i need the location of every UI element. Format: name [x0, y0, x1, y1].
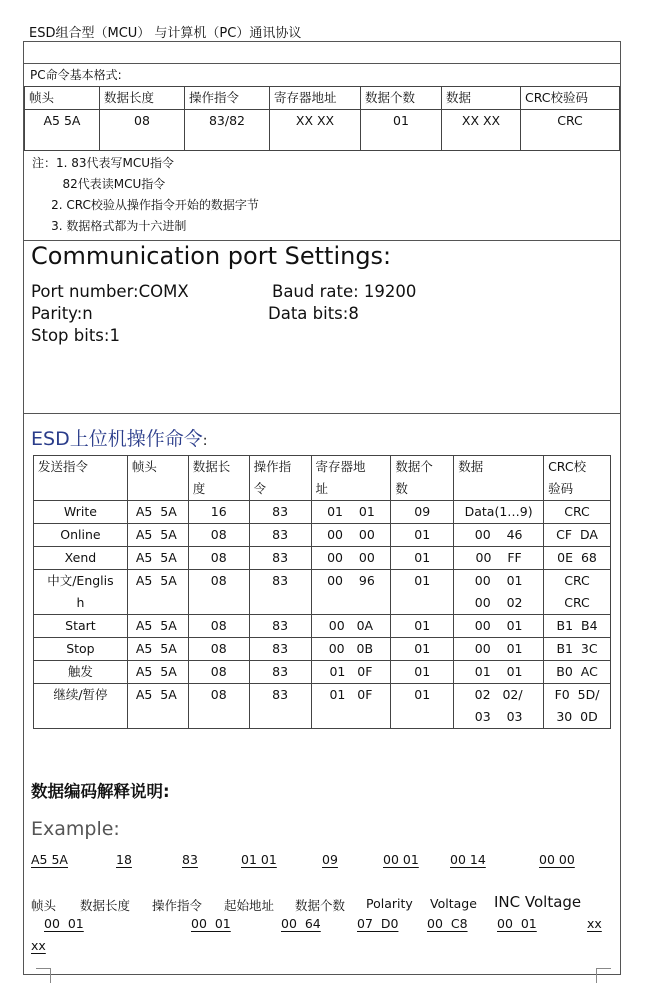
notes-block	[32, 153, 259, 237]
value-byte: 00 01	[497, 916, 537, 931]
table-cell: 83	[249, 638, 311, 661]
cell-line: 发送指令	[38, 459, 89, 474]
table-cell: 83	[249, 684, 311, 729]
corner-mark	[36, 968, 51, 983]
table-cell	[544, 661, 611, 684]
table-cell: 09	[391, 501, 454, 524]
table-cell: 08	[188, 661, 249, 684]
table-header-row	[34, 456, 611, 501]
table-cell	[34, 524, 128, 547]
table-cell: 83	[249, 547, 311, 570]
field-label: 数据个数	[295, 898, 346, 913]
table-header-cell: 操作指令	[185, 87, 270, 110]
table-cell: 01 0F	[311, 661, 391, 684]
table-cell	[544, 684, 611, 729]
table-cell	[544, 570, 611, 615]
table-cell: 08	[188, 547, 249, 570]
table-header-cell	[127, 456, 188, 501]
pc-format-table	[24, 86, 620, 151]
table-cell	[34, 501, 128, 524]
table-cell: 83	[249, 661, 311, 684]
port-number: Port number:COMX	[31, 282, 189, 301]
table-header-cell	[544, 456, 611, 501]
table-cell	[544, 615, 611, 638]
table-row	[25, 110, 620, 151]
table-cell	[454, 615, 544, 638]
table-header-cell: CRC校验码	[521, 87, 620, 110]
pc-format-heading: PC命令基本格式:	[30, 68, 122, 82]
cell-line: 00 01	[474, 573, 523, 588]
table-cell	[34, 661, 128, 684]
cell-line: 数据	[458, 459, 484, 474]
table-cell: 01	[391, 524, 454, 547]
table-header-cell	[454, 456, 544, 501]
table-header-cell: 数据	[442, 87, 521, 110]
cell-line: B0 AC	[556, 664, 598, 679]
value-byte: 00 01	[191, 916, 231, 931]
cell-line: F0 5D/	[554, 687, 600, 702]
table-cell: 08	[188, 638, 249, 661]
table-cell	[454, 524, 544, 547]
field-label: Polarity	[366, 896, 413, 911]
table-cell	[454, 501, 544, 524]
cell-line: CRC	[564, 573, 590, 588]
note-line: 3. 数据格式都为十六进制	[32, 219, 187, 233]
field-label: 起始地址	[224, 898, 275, 913]
table-cell: 00 96	[311, 570, 391, 615]
cell-line: Data(1…9)	[464, 504, 533, 519]
table-cell: 01	[391, 684, 454, 729]
table-cell: A5 5A	[127, 547, 188, 570]
table-cell: 01 0F	[311, 684, 391, 729]
table-cell	[544, 638, 611, 661]
table-row	[34, 684, 611, 729]
table-cell: 08	[188, 684, 249, 729]
table-header-cell: 寄存器地址	[270, 87, 361, 110]
cell-line: 度	[192, 481, 206, 496]
cell-line: CRC	[564, 595, 590, 610]
table-cell: 01	[361, 110, 442, 151]
parity: Parity:n	[31, 304, 93, 323]
example-byte: 00 00	[539, 852, 575, 867]
table-row	[34, 570, 611, 615]
cell-line: 数据长	[192, 459, 231, 474]
value-byte: 00 64	[281, 916, 321, 931]
table-cell	[34, 615, 128, 638]
corner-mark	[596, 968, 611, 983]
cell-line: 30 0D	[556, 709, 598, 724]
table-cell	[544, 524, 611, 547]
cell-line: 触发	[67, 664, 93, 679]
table-row	[34, 661, 611, 684]
table-cell	[454, 661, 544, 684]
table-header-cell: 数据个数	[361, 87, 442, 110]
example-label: Example:	[31, 818, 120, 840]
cell-line: 继续/暂停	[53, 687, 108, 702]
field-label: 帧头	[31, 898, 57, 913]
table-row	[34, 524, 611, 547]
cell-line: CF DA	[556, 527, 598, 542]
table-row	[34, 501, 611, 524]
cell-line: 00 01	[474, 641, 523, 656]
table-cell: 01	[391, 615, 454, 638]
cell-line: Write	[63, 504, 97, 519]
table-cell: 01	[391, 547, 454, 570]
cell-line: B1 3C	[556, 641, 598, 656]
table-header-cell	[188, 456, 249, 501]
table-cell: 00 0B	[311, 638, 391, 661]
table-header-cell	[311, 456, 391, 501]
table-cell: 83	[249, 570, 311, 615]
table-cell: A5 5A	[127, 661, 188, 684]
cell-line: 03 03	[474, 709, 523, 724]
table-row	[34, 547, 611, 570]
cell-line: 验码	[548, 481, 574, 496]
table-header-cell	[34, 456, 128, 501]
table-cell: 01	[391, 661, 454, 684]
cell-line: Xend	[64, 550, 97, 565]
value-byte: xx	[31, 938, 46, 953]
table-cell	[454, 547, 544, 570]
example-byte: 00 01	[383, 852, 419, 867]
cell-line: 01 01	[474, 664, 523, 679]
note-line: 82代表读MCU指令	[32, 177, 166, 191]
value-byte: 00 01	[44, 916, 84, 931]
table-cell: 83/82	[185, 110, 270, 151]
table-header-cell	[249, 456, 311, 501]
cell-line: 址	[315, 481, 329, 496]
document-title: ESD组合型（MCU） 与计算机（PC）通讯协议	[29, 26, 302, 41]
cell-line: h	[76, 595, 85, 610]
baud-rate: Baud rate: 19200	[272, 282, 417, 301]
cell-line: 中文/Englis	[47, 573, 114, 588]
table-cell: A5 5A	[127, 524, 188, 547]
table-cell	[34, 638, 128, 661]
encoding-title: 数据编码解释说明:	[31, 782, 170, 801]
table-row	[34, 638, 611, 661]
table-row	[34, 615, 611, 638]
cell-line: 数据个	[395, 459, 433, 474]
cell-line: 操作指	[253, 459, 292, 474]
section-divider	[23, 413, 621, 414]
field-label: 数据长度	[80, 898, 131, 913]
table-cell: XX XX	[442, 110, 521, 151]
table-cell: 08	[188, 615, 249, 638]
esd-commands-title	[31, 424, 207, 451]
cell-line: 令	[253, 481, 267, 496]
cell-line: 0E 68	[557, 550, 597, 565]
note-line: 2. CRC校验从操作指令开始的数据字节	[32, 198, 259, 212]
table-header-cell: 数据长度	[100, 87, 185, 110]
table-cell: 08	[188, 570, 249, 615]
cell-line: Stop	[66, 641, 95, 656]
comm-settings-title: Communication port Settings:	[31, 242, 392, 270]
example-byte: 18	[116, 852, 132, 867]
table-cell: 08	[100, 110, 185, 151]
cell-line: 寄存器地	[315, 459, 366, 474]
cell-line: Online	[60, 527, 101, 542]
example-byte: A5 5A	[31, 852, 68, 867]
table-cell: A5 5A	[127, 615, 188, 638]
table-cell: CRC	[521, 110, 620, 151]
table-cell	[544, 501, 611, 524]
section-divider	[23, 240, 621, 241]
value-byte: 00 C8	[427, 916, 468, 931]
table-cell: A5 5A	[127, 684, 188, 729]
esd-title-text: ESD上位机操作命令	[31, 428, 203, 450]
cell-line: 00 02	[474, 595, 523, 610]
cell-line: CRC校	[548, 459, 587, 474]
table-cell	[544, 547, 611, 570]
table-cell: 01	[391, 570, 454, 615]
cell-line: 00 46	[474, 527, 523, 542]
cell-line: 02 02/	[474, 687, 523, 702]
table-cell: 00 0A	[311, 615, 391, 638]
table-cell: XX XX	[270, 110, 361, 151]
example-byte: 83	[182, 852, 198, 867]
stop-bits: Stop bits:1	[31, 326, 120, 345]
value-byte: xx	[587, 916, 602, 931]
cell-line: CRC	[564, 504, 590, 519]
table-header-row	[25, 87, 620, 110]
field-label: 操作指令	[152, 898, 203, 913]
cell-line: 00 FF	[475, 550, 522, 565]
table-cell	[34, 570, 128, 615]
cell-line: Start	[65, 618, 96, 633]
table-cell	[34, 684, 128, 729]
table-cell: 83	[249, 501, 311, 524]
example-byte: 00 14	[450, 852, 486, 867]
value-byte: 07 D0	[357, 916, 399, 931]
table-cell: A5 5A	[127, 638, 188, 661]
example-byte: 01 01	[241, 852, 277, 867]
field-label: INC Voltage	[494, 893, 582, 911]
table-cell	[454, 638, 544, 661]
esd-command-table	[33, 455, 611, 729]
note-line: 注：1. 83代表写MCU指令	[32, 156, 175, 170]
table-cell: 00 00	[311, 524, 391, 547]
data-bits: Data bits:8	[268, 304, 359, 323]
cell-line: 00 01	[474, 618, 523, 633]
table-cell: 83	[249, 524, 311, 547]
esd-title-colon: :	[202, 433, 208, 449]
cell-line: B1 B4	[556, 618, 598, 633]
table-cell: 83	[249, 615, 311, 638]
cell-line: 数	[395, 481, 408, 496]
table-cell	[454, 684, 544, 729]
table-cell: A5 5A	[25, 110, 100, 151]
example-byte: 09	[322, 852, 338, 867]
table-cell: 16	[188, 501, 249, 524]
table-header-cell: 帧头	[25, 87, 100, 110]
field-label: Voltage	[430, 896, 477, 911]
table-cell: 08	[188, 524, 249, 547]
table-header-cell	[391, 456, 454, 501]
table-cell: 01	[391, 638, 454, 661]
cell-line: 帧头	[131, 459, 157, 474]
table-cell	[454, 570, 544, 615]
table-cell: 01 01	[311, 501, 391, 524]
table-cell: 00 00	[311, 547, 391, 570]
table-cell: A5 5A	[127, 501, 188, 524]
table-cell	[34, 547, 128, 570]
section-divider	[23, 63, 621, 64]
table-cell: A5 5A	[127, 570, 188, 615]
